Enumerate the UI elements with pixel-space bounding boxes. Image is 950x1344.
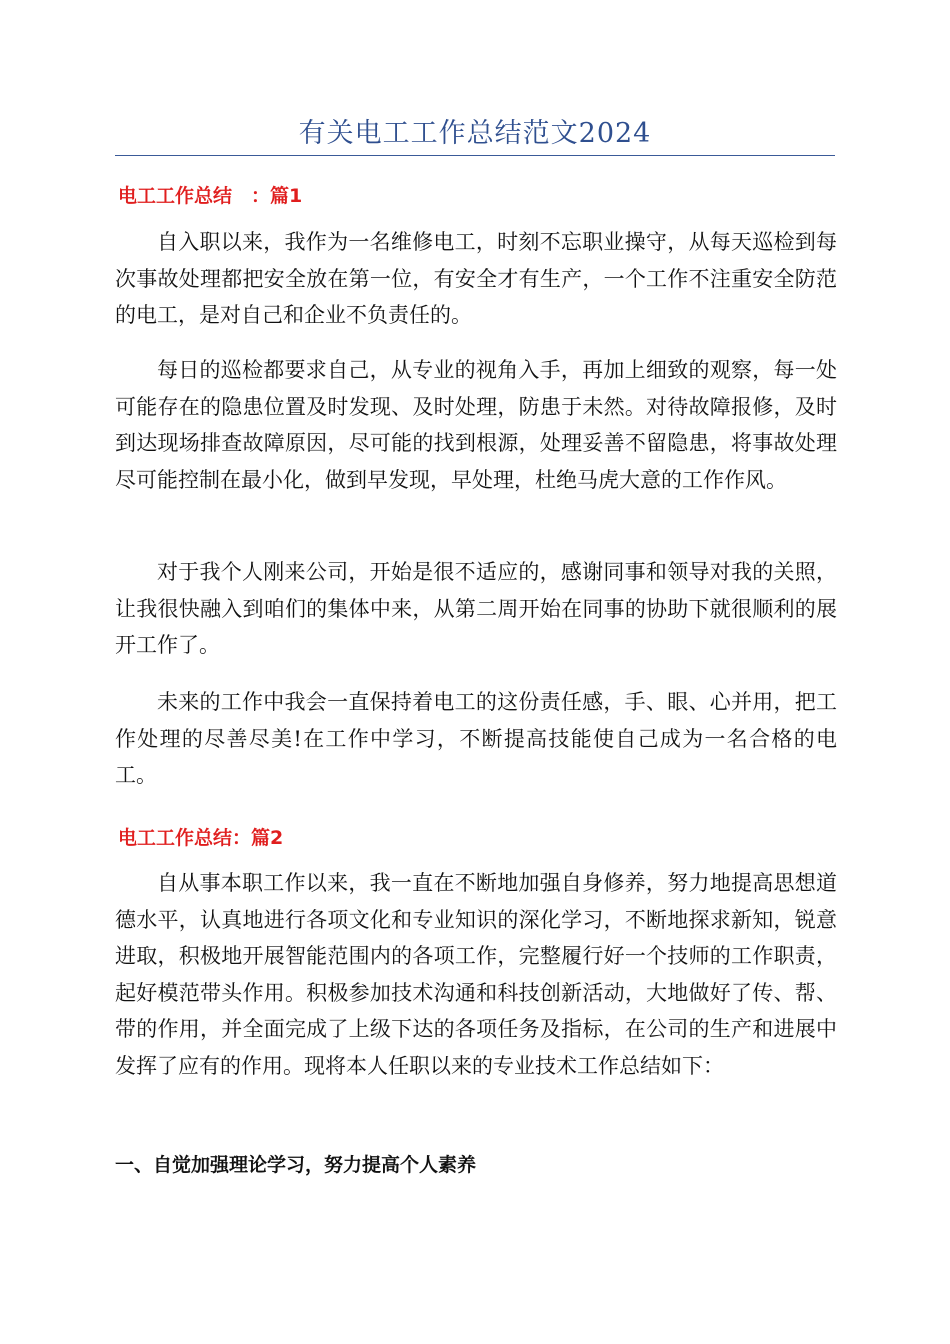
title-underline bbox=[115, 155, 835, 156]
section-heading-1: 电工工作总结 ：篇1 bbox=[118, 185, 303, 207]
document-title: 有关电工工作总结范文2024 bbox=[298, 118, 652, 149]
paragraph: 未来的工作中我会一直保持着电工的这份责任感，手、眼、心并用，把工作处理的尽善尽美!在工作中学习，不断提高技能使自己成为一名合格的电工。 bbox=[115, 690, 837, 787]
paragraph: 自从事本职工作以来，我一直在不断地加强自身修养，努力地提高思想道德水平，认真地进行各项文化和专业知识的深化学习，不断地探求新知，锐意进取，积极地开展智能范围内的各项工作，完整履行好一个技师的工作职责，起好模范带头作用。积极参加技术沟通和科技创新活动，大地做好了传、帮、带的作用，并全面完成了上级下达的各项任务及指标，在公司的生产和进展中发挥了应有的作用。现将本人任职以来的专业技术工作总结如下： bbox=[115, 871, 837, 1078]
sub-heading: 一、自觉加强理论学习，努力提高个人素养 bbox=[115, 1154, 477, 1176]
paragraph: 自入职以来，我作为一名维修电工，时刻不忘职业操守，从每天巡检到每次事故处理都把安全放在第一位，有安全才有生产，一个工作不注重安全防范的电工，是对自己和企业不负责任的。 bbox=[115, 230, 837, 327]
section-heading-2: 电工工作总结：篇2 bbox=[118, 827, 284, 849]
paragraph: 对于我个人刚来公司，开始是很不适应的，感谢同事和领导对我的关照，让我很快融入到咱们的集体中来，从第二周开始在同事的协助下就很顺利的展开工作了。 bbox=[115, 560, 837, 657]
paragraph: 每日的巡检都要求自己，从专业的视角入手，再加上细致的观察，每一处可能存在的隐患位置及时发现、及时处理，防患于未然。对待故障报修，及时到达现场排查故障原因，尽可能的找到根源，处理妥善不留隐患，将事故处理尽可能控制在最小化，做到早发现，早处理，杜绝马虎大意的工作作风。 bbox=[115, 358, 837, 492]
